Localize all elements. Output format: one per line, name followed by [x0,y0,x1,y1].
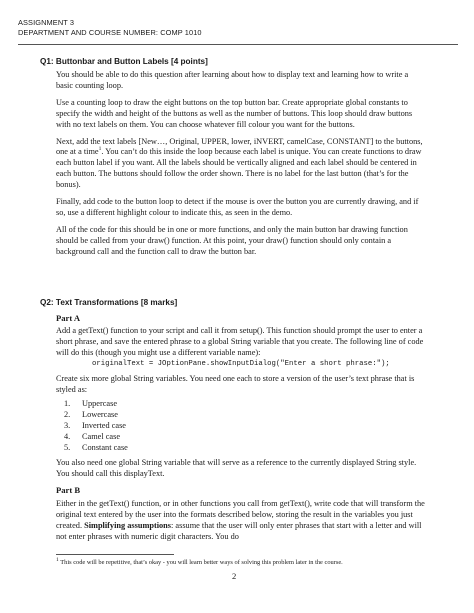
code-line: originalText = JOptionPane.showInputDialog("Enter a short phrase:"); [92,360,390,368]
q1-paragraph-3: Next, add the text labels [New…, Original, UPPER, lower, iNVERT, camelCase, CONSTANT] to the buttons, one at a time$^1$. You can’t do this inside the loop because each label is unique. You can create functions to draw each button label if you want. All the labels should be vertically aligned and each label should be centered in each button. The buttons should follow the order shown. There is no label for the last button (that’s for the bonus). [56,136,423,190]
q1-paragraph-1: You should be able to do this question after learning about how to display text and learning how to write a basic counting loop. [56,70,409,90]
styles-list [64,398,128,453]
part-a-heading: Part A [56,313,81,323]
list-item: 5. Constant case [64,443,128,452]
list-item: 4. Camel case [64,432,121,441]
page-header [18,18,202,38]
footnote-ref: 1 [98,146,102,153]
q1-paragraph-5: All of the code for this should be in one or more functions, and only the main button bar drawing function should be called from your draw() function. At this point, your draw() function should only contain a background call and the function call to draw the button bar. [56,224,408,256]
part-a-paragraph-1: Add a getText() function to your script and call it from setup(). This function should prompt the user to enter a short phrase, and save the entered phrase to a global String variable that you create. The following line of code will do this (though you might use a different variable name): [56,326,424,357]
header-divider [18,44,458,45]
q1-body [56,70,426,258]
assignment-label: ASSIGNMENT 3 [18,18,75,27]
q1-paragraph-4: Finally, add code to the button loop to detect if the mouse is over the button you are currently drawing, and if so, use a different highlight colour to indicate this, as seen in the demo. [56,197,419,217]
list-item: 1. Uppercase [64,399,118,408]
list-item: 2. Lowercase [64,410,118,419]
part-a-paragraph-3: You also need one global String variable that will serve as a reference to the currently displayed String style. You should call this displayText. [56,458,417,478]
q2-heading: Q2: Text Transformations [8 marks] [40,298,178,307]
q1-heading: Q1: Buttonbar and Button Labels [4 points] [40,57,208,66]
footnote-divider [56,554,174,555]
footnote: $^1$ This code will be repetitive, that’s okay - you will learn better ways of solving this problem later in the course. [56,556,343,566]
course-label: DEPARTMENT AND COURSE NUMBER: COMP 1010 [18,28,202,37]
part-b-heading: Part B [56,485,81,495]
part-a-paragraph-2: Create six more global String variables. You need one each to store a version of the user’s text phrase that is styled as: [56,374,415,394]
page-number: 2 [232,571,237,581]
list-item: 3. Inverted case [64,421,126,430]
part-b-paragraph-1: Either in the getText() function, or in other functions you call from getText(), write code that will transform the original text entered by the user into the formats described below, storing the result in the variables you just created. Simplifying assumptions: assume that the user will only enter phrases that start with a letter and will not enter phrases with numeric digit characters. You do [56,499,425,541]
q1-paragraph-2: Use a counting loop to draw the eight buttons on the top button bar. Create appropriate global constants to specify the width and height of the buttons as well as the number of buttons. This loop should draw buttons with no text labels on them. You can choose whatever fill colour you want for the buttons. [56,97,413,129]
